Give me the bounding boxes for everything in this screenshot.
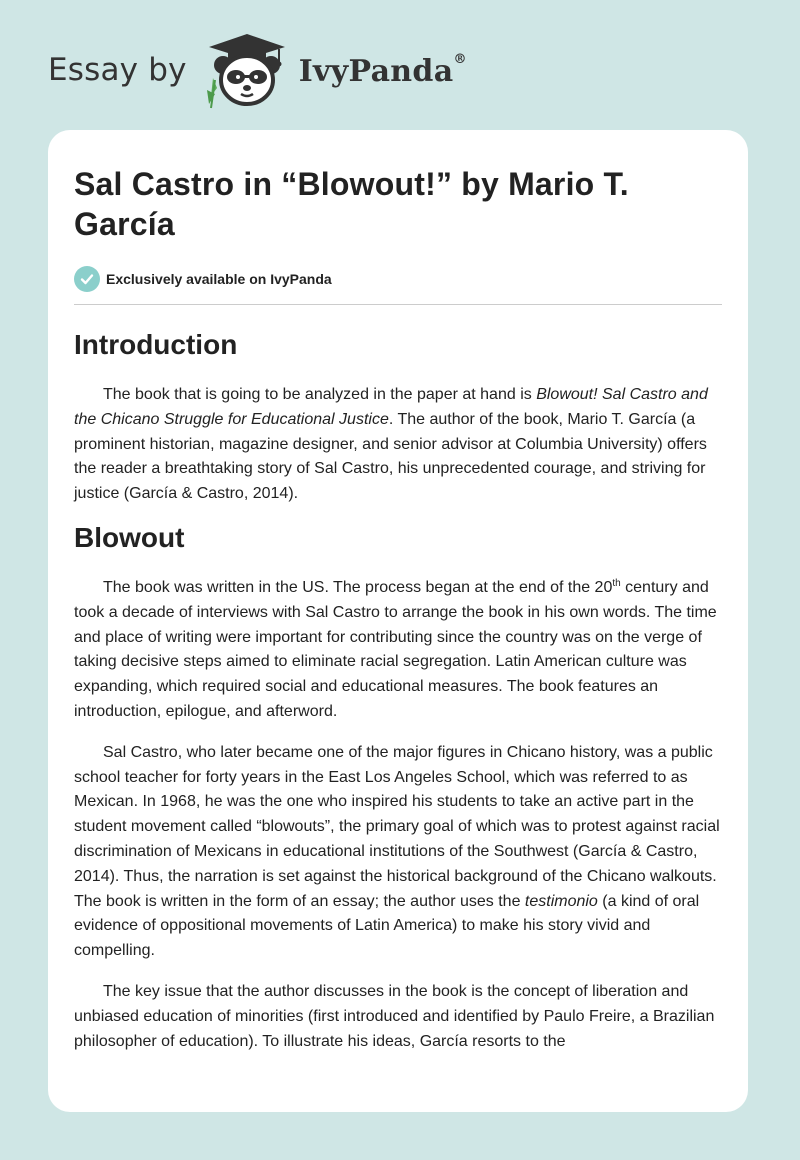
section-heading-blowout: Blowout bbox=[74, 521, 185, 553]
panda-graduate-icon bbox=[201, 30, 293, 110]
blowout-p2-text-b: (a kind of oral evidence of oppositional movements of Latin America) to make his story vivid and compelling. bbox=[74, 892, 700, 960]
intro-text-b: . The author of the book, Mario T. García (a prominent historian, magazine designer, and senior advisor at Columbia University) offers the reader a breathtaking story of Sal Castro, his unprecedented courage, and striving for justice (García & Castro, 2014). bbox=[74, 410, 707, 503]
intro-text-a: The book that is going to be analyzed in the paper at hand is bbox=[103, 386, 537, 403]
essay-card bbox=[48, 130, 748, 1112]
exclusive-label: Exclusively available on IvyPanda bbox=[106, 271, 332, 287]
essay-title: Sal Castro in “Blowout!” by Mario T. García bbox=[74, 166, 629, 242]
book-title-italic: Blowout! Sal Castro and the Chicano Struggle for Educational Justice bbox=[74, 386, 708, 428]
brand-name-text: IvyPanda bbox=[298, 53, 454, 89]
testimonio-italic: testimonio bbox=[524, 892, 598, 910]
essay-by-label: Essay by bbox=[48, 52, 187, 88]
blowout-paragraph-2 bbox=[74, 741, 722, 964]
blowout-paragraph-1 bbox=[74, 576, 722, 725]
brand-name bbox=[299, 52, 467, 89]
exclusive-badge bbox=[74, 266, 722, 292]
title-divider bbox=[74, 304, 722, 305]
blowout-p2-text-a: Sal Castro, who later became one of the major figures in Chicano history, was a public school teacher for forty years in the East Los Angeles School, which was referred to as Mexican. In 1968, he was the one who inspired his students to take an active part in the student movement called “blowouts”, the primary goal of which was to protest against racial discrimination of Mexicans in educational institutions of the Southwest (García & Castro, 2014). Thus, the narration is set against the historical background of the Chicano walkouts. The book is written in the form of an essay; the author uses the bbox=[74, 743, 720, 910]
blowout-p1-text-b: century and took a decade of interviews with Sal Castro to arrange the book in his own words. The time and place of writing were important for contributing since the country was on the verge of taking decisive steps aimed to eliminate racial segregation. Latin American culture was expanding, which required social and educational measures. The book features an introduction, epilogue, and afterword. bbox=[74, 578, 717, 720]
blowout-paragraph-3: The key issue that the author discusses in the book is the concept of liberation and unbiased education of minorities (first introduced and identified by Paulo Freire, a Brazilian philosopher of education). To illustrate his ideas, García resorts to the bbox=[74, 982, 715, 1050]
ordinal-superscript: th bbox=[612, 577, 621, 589]
check-circle-icon bbox=[74, 266, 100, 292]
intro-paragraph bbox=[74, 383, 722, 507]
site-header bbox=[48, 30, 467, 110]
registered-mark: ® bbox=[453, 51, 467, 67]
blowout-p1-text-a: The book was written in the US. The process began at the end of the 20 bbox=[103, 578, 613, 596]
section-heading-introduction: Introduction bbox=[74, 329, 238, 360]
